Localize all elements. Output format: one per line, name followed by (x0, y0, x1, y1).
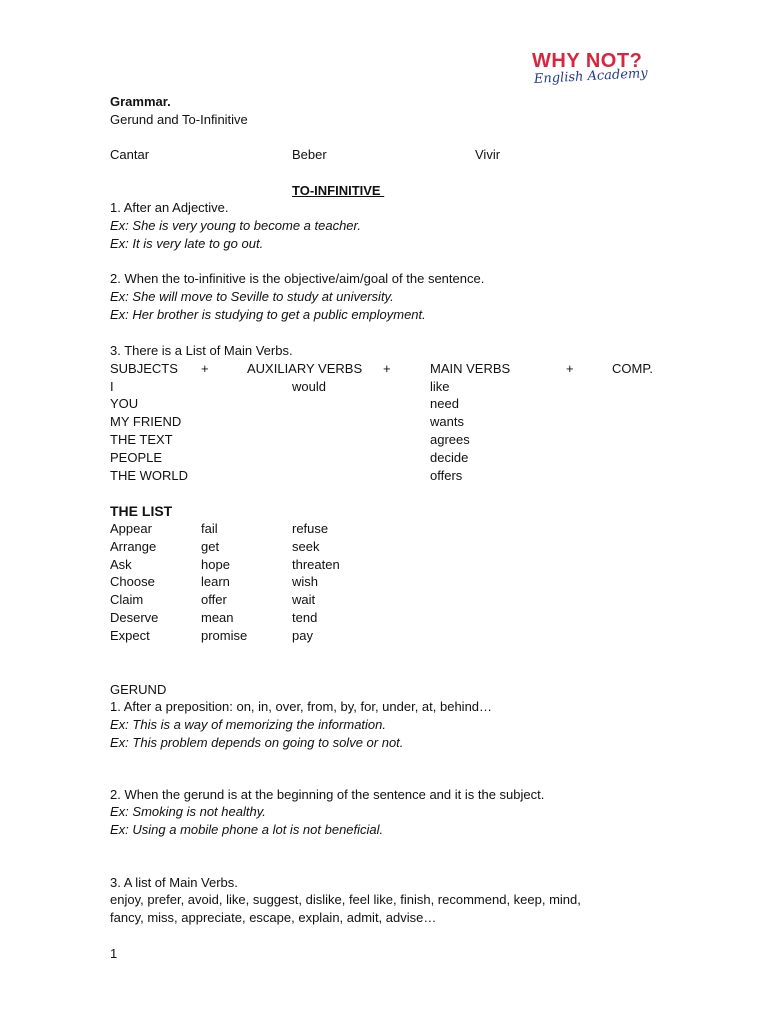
toinf-rule-2: 2. When the to-infinitive is the objective/aim/goal of the sentence. (110, 271, 485, 286)
toinf-rule-3: 3. There is a List of Main Verbs. (110, 343, 293, 358)
list-verb: hope (201, 557, 230, 572)
list-verb: Expect (110, 628, 150, 643)
structure-header-auxiliary: AUXILIARY VERBS (247, 361, 363, 376)
logo-wordmark: WHY NOT? (532, 50, 643, 72)
verb-vivir: Vivir (475, 147, 501, 162)
logo-tagline: English Academy (533, 66, 649, 87)
structure-main-verb: agrees (430, 432, 470, 447)
gerund-rule-1: 1. After a preposition: on, in, over, from, by, for, under, at, behind… (110, 699, 493, 714)
list-verb: learn (201, 574, 230, 589)
gerund-verb-list-line-1: enjoy, prefer, avoid, like, suggest, dislike, feel like, finish, recommend, keep, mind, (110, 892, 581, 907)
toinf-example-1a: Ex: She is very young to become a teacher. (110, 218, 361, 233)
list-verb: mean (201, 610, 234, 625)
page-number: 1 (110, 946, 118, 961)
toinf-example-2a: Ex: She will move to Seville to study at university. (110, 289, 394, 304)
structure-header-plus: + (566, 361, 574, 376)
structure-main-verb: need (430, 396, 459, 411)
academy-logo (532, 50, 657, 96)
list-verb: Deserve (110, 610, 159, 625)
gerund-example-2b: Ex: Using a mobile phone a lot is not beneficial. (110, 822, 384, 837)
structure-subject: THE WORLD (110, 468, 188, 483)
list-verb: get (201, 539, 220, 554)
structure-header-main-verbs: MAIN VERBS (430, 361, 511, 376)
structure-header-subjects: SUBJECTS (110, 361, 178, 376)
list-verb: promise (201, 628, 248, 643)
list-verb: Appear (110, 521, 152, 536)
list-verb: Ask (110, 557, 132, 572)
structure-main-verb: offers (430, 468, 463, 483)
gerund-example-2a: Ex: Smoking is not healthy. (110, 804, 266, 819)
list-verb: threaten (292, 557, 340, 572)
list-verb: tend (292, 610, 318, 625)
list-verb: wait (292, 592, 316, 607)
toinf-example-2b: Ex: Her brother is studying to get a public employment. (110, 307, 426, 322)
list-verb: fail (201, 521, 218, 536)
gerund-example-1b: Ex: This problem depends on going to solve or not. (110, 735, 404, 750)
list-verb: seek (292, 539, 320, 554)
toinf-rule-1: 1. After an Adjective. (110, 200, 229, 215)
toinf-example-1b: Ex: It is very late to go out. (110, 236, 264, 251)
structure-subject: I (110, 379, 114, 394)
gerund-verb-list-line-2: fancy, miss, appreciate, escape, explain, admit, advise… (110, 910, 437, 925)
list-verb: Choose (110, 574, 155, 589)
list-verb: Claim (110, 592, 144, 607)
list-verb: offer (201, 592, 227, 607)
list-verb: refuse (292, 521, 329, 536)
structure-header-plus: + (383, 361, 391, 376)
structure-aux: would (292, 379, 326, 394)
structure-subject: YOU (110, 396, 139, 411)
list-verb: Arrange (110, 539, 157, 554)
structure-subject: THE TEXT (110, 432, 173, 447)
structure-subject: MY FRIEND (110, 414, 182, 429)
gerund-rule-2: 2. When the gerund is at the beginning of the sentence and it is the subject. (110, 787, 545, 802)
structure-header-comp: COMP. (612, 361, 653, 376)
document-title: Grammar. (110, 94, 171, 109)
structure-header-plus: + (201, 361, 209, 376)
verb-cantar: Cantar (110, 147, 150, 162)
verb-beber: Beber (292, 147, 327, 162)
structure-main-verb: like (430, 379, 450, 394)
gerund-example-1a: Ex: This is a way of memorizing the information. (110, 717, 386, 732)
to-infinitive-heading: TO-INFINITIVE (292, 183, 385, 198)
structure-main-verb: decide (430, 450, 469, 465)
gerund-rule-3: 3. A list of Main Verbs. (110, 875, 238, 890)
document-subtitle: Gerund and To-Infinitive (110, 112, 248, 127)
list-verb: pay (292, 628, 313, 643)
gerund-heading: GERUND (110, 682, 167, 697)
list-verb: wish (292, 574, 319, 589)
the-list-heading: THE LIST (110, 503, 173, 519)
structure-subject: PEOPLE (110, 450, 163, 465)
structure-main-verb: wants (430, 414, 464, 429)
